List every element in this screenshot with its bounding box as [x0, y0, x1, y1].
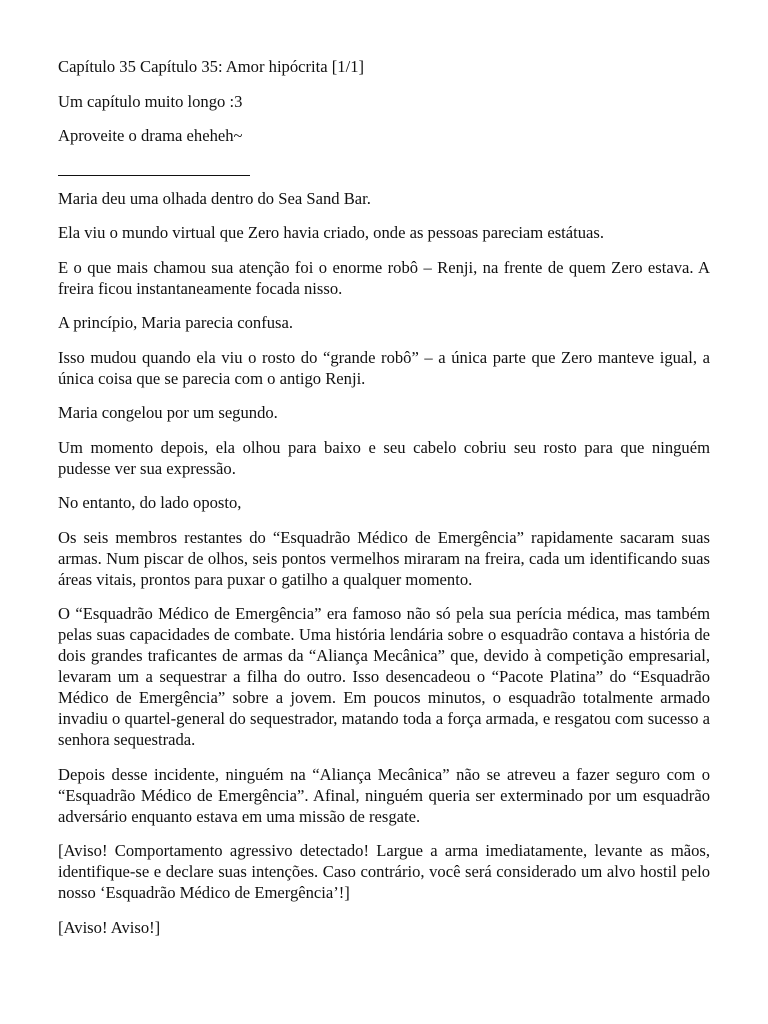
- paragraph: [Aviso! Comportamento agressivo detectado! Largue a arma imediatamente, levante as mãos, identifique-se e declare suas intenções. Caso contrário, você será considerado um alvo hostil pelo nosso ‘Esquadrão Médico de Emergência’!]: [58, 841, 710, 902]
- paragraph: Maria congelou por um segundo.: [58, 403, 278, 422]
- paragraph: No entanto, do lado oposto,: [58, 493, 242, 512]
- paragraph: Depois desse incidente, ninguém na “Aliança Mecânica” não se atreveu a fazer seguro com o “Esquadrão Médico de Emergência”. Afinal, ninguém queria ser exterminado por um esquadrão adversário enquanto estava em uma missão de resgate.: [58, 764, 710, 826]
- separator-line: [58, 160, 710, 161]
- paragraph: Maria deu uma olhada dentro do Sea Sand Bar.: [58, 188, 371, 208]
- paragraph: Um momento depois, ela olhou para baixo e seu cabelo cobriu seu rosto para que ninguém pudesse ver sua expressão.: [58, 437, 710, 478]
- author-note: Um capítulo muito longo :3: [58, 91, 243, 111]
- author-note: Aproveite o drama eheheh~: [58, 126, 243, 145]
- document-page: [58, 56, 710, 951]
- paragraph: O “Esquadrão Médico de Emergência” era famoso não só pela sua perícia médica, mas também pelas suas capacidades de combate. Uma história lendária sobre o esquadrão contava a história de dois grandes traficantes de armas da “Aliança Mecânica” que, devido à competição empresarial, levaram um a sequestrar a filha do outro. Isso desencadeou o “Pacote Platina” do “Esquadrão Médico de Emergência” sobre a jovem. Em poucos minutos, o esquadrão totalmente armado invadiu o quartel-general do sequestrador, matando toda a força armada, e resgatou com sucesso a senhora sequestrada.: [58, 604, 710, 749]
- paragraph: [Aviso! Aviso!]: [58, 917, 161, 937]
- chapter-title: Capítulo 35 Capítulo 35: Amor hipócrita [1/1]: [58, 57, 365, 76]
- paragraph: E o que mais chamou sua atenção foi o enorme robô – Renji, na frente de quem Zero estava. A freira ficou instantaneamente focada nisso.: [58, 257, 710, 298]
- paragraph: A princípio, Maria parecia confusa.: [58, 313, 293, 332]
- paragraph: Os seis membros restantes do “Esquadrão Médico de Emergência” rapidamente sacaram suas armas. Num piscar de olhos, seis pontos vermelhos miraram na freira, cada um identificando suas áreas vitais, prontos para puxar o gatilho a qualquer momento.: [58, 527, 710, 589]
- paragraph: Ela viu o mundo virtual que Zero havia criado, onde as pessoas pareciam estátuas.: [58, 223, 605, 242]
- paragraph: Isso mudou quando ela viu o rosto do “grande robô” – a única parte que Zero manteve igual, a única coisa que se parecia com o antigo Renji.: [58, 347, 710, 388]
